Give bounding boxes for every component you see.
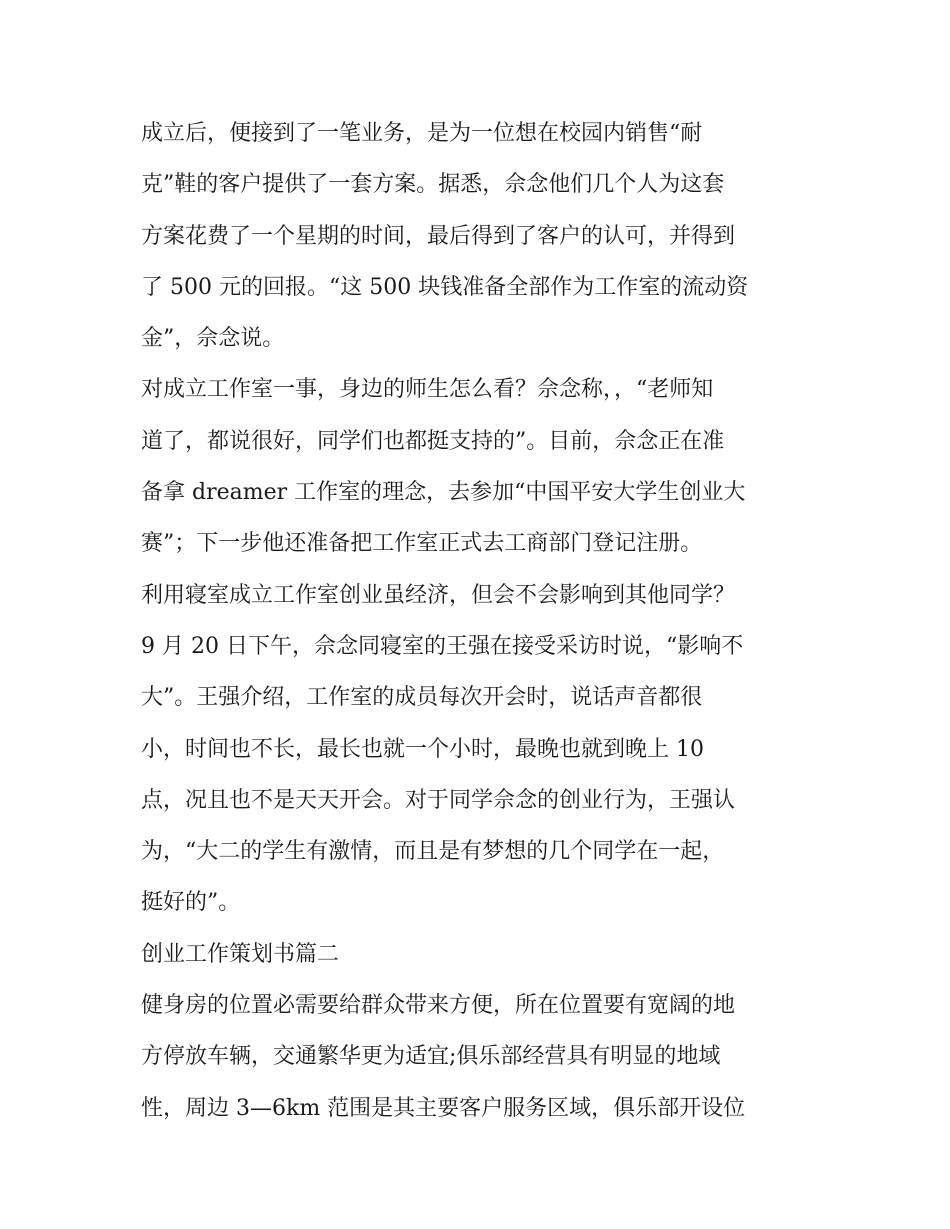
text-line-12: 大”。王强介绍，工作室的成员每次开会时，说话声音都很 (141, 685, 703, 711)
text-line-5: 金”，佘念说。 (141, 326, 285, 352)
text-line-16: 挺好的”。 (141, 890, 241, 916)
section-heading: 创业工作策划书篇二 (141, 941, 340, 967)
text-line-8: 备拿 dreamer 工作室的理念，去参加“中国平安大学生创业大 (141, 480, 746, 506)
text-line-15: 为，“大二的学生有激情，而且是有梦想的几个同学在一起， (141, 839, 725, 865)
text-line-1: 成立后，便接到了一笔业务，是为一位想在校园内销售“耐 (141, 121, 703, 146)
text-line-9: 赛”；下一步他还准备把工作室正式去工商部门登记注册。 (141, 531, 703, 557)
text-line-13: 小，时间也不长，最长也就一个小时，最晚也就到晚上 10 (141, 736, 704, 762)
text-line-18: 健身房的位置必需要给群众带来方便，所在位置要有宽阔的地 (141, 993, 736, 1019)
text-line-11: 9 月 20 日下午，佘念同寝室的王强在接受采访时说，“影响不 (141, 633, 744, 659)
text-line-6: 对成立工作室一事，身边的师生怎么看？佘念称，，“老师知 (141, 377, 714, 403)
text-line-7: 道了，都说很好，同学们也都挺支持的”。目前，佘念正在准 (141, 428, 725, 454)
text-line-14: 点，况且也不是天天开会。对于同学佘念的创业行为，王强认 (141, 787, 736, 813)
text-line-4: 了 500 元的回报。“这 500 块钱准备全部作为工作室的流动资 (141, 274, 749, 300)
text-line-2: 克”鞋的客户提供了一套方案。据悉，佘念他们几个人为这套 (141, 172, 725, 198)
text-line-19: 方停放车辆，交通繁华更为适宜;俱乐部经营具有明显的地域 (141, 1044, 721, 1070)
text-line-20: 性，周边 3—6km 范围是其主要客户服务区域，俱乐部开设位 (141, 1095, 746, 1121)
text-line-3: 方案花费了一个星期的时间，最后得到了客户的认可，并得到 (141, 223, 736, 249)
text-line-10: 利用寝室成立工作室创业虽经济，但会不会影响到其他同学？ (141, 582, 736, 608)
document-body (141, 108, 831, 1134)
